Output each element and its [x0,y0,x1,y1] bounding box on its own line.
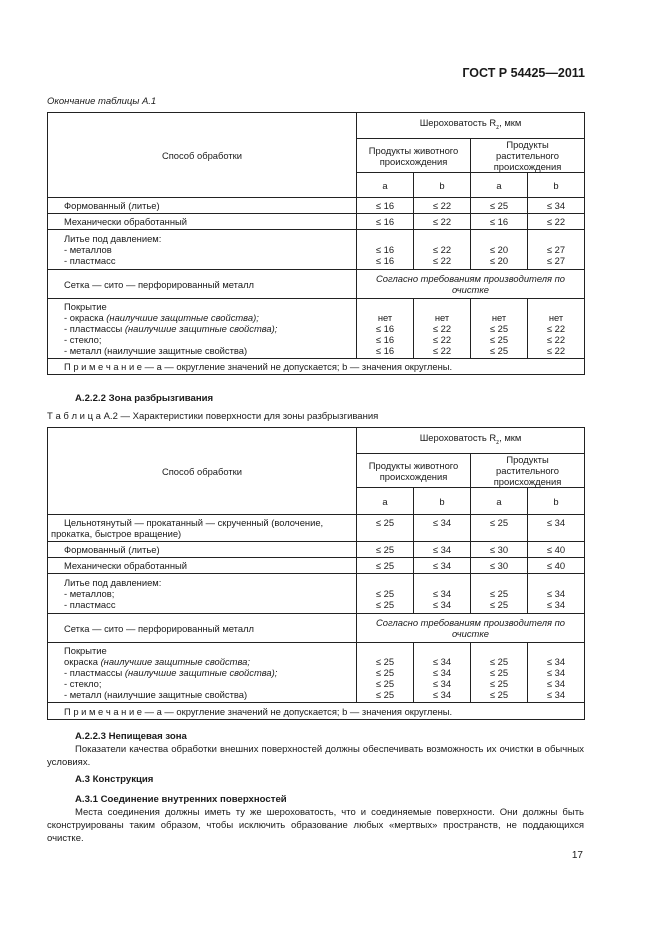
table2-sub-b2: b [528,488,585,515]
paragraph-a31: Места соединения должны иметь ту же шероховатость, что и соединяемые поверхности. Они должны быть сконструированы таким образом, чтобы исключить образование любых «мертвых» пространств, не поддающихся очистке. [47,807,584,844]
section-a222-heading: А.2.2.2 Зона разбрызгивания [75,393,214,404]
table2-note: П р и м е ч а н и е — a — округление значений не допускается; b — значения округлены. [48,703,585,720]
section-a223-heading: А.2.2.3 Непищевая зона [75,731,187,742]
table-row: Механически обработанный ≤ 16 ≤ 22 ≤ 16 ≤ 22 [48,214,585,230]
table1-col-roughness: Шероховатость $R_z$, мкм [357,113,585,139]
table2-caption: Т а б л и ц а А.2 — Характеристики поверхности для зоны разбрызгивания [47,411,379,422]
table2-sub-a2: a [471,488,528,515]
document-code: ГОСТ Р 54425—2011 [462,66,585,80]
table1-sub-a1: a [357,173,414,198]
table-row: Покрытие - окраска (наилучшие защитные свойства); - пластмассы (наилучшие защитные свойства); - стекло; - металл (наилучшие защитные свойства) нет ≤ 16 ≤ 16 ≤ 16 нет ≤ 22 ≤ 22 ≤ 22 нет ≤ 25 ≤ 25 ≤ 25 нет ≤ 22 ≤ 22 ≤ 22 [48,299,585,359]
table1-note: П р и м е ч а н и е — a — округление значений не допускается; b — значения округлены. [48,359,585,375]
section-a3-heading: А.3 Конструкция [75,774,154,785]
table-row: Сетка — сито — перфорированный металл Согласно требованиям производителя по очистке [48,270,585,299]
table1-caption: Окончание таблицы А.1 [47,96,157,107]
table2-sub-a1: a [357,488,414,515]
table1-col-plant: Продукты растительного происхождения [471,139,585,173]
table-row: Цельнотянутый — прокатанный — скрученный (волочение, прокатка, быстрое вращение) ≤ 25 ≤ 34 ≤ 25 ≤ 34 [48,515,585,542]
table1 [47,112,585,375]
table2-col-roughness: Шероховатость $R_z$, мкм [357,428,585,454]
page-number: 17 [571,850,583,861]
table2-col-method: Способ обработки [48,428,357,515]
table2-col-plant: Продукты растительного происхождения [471,454,585,488]
table2 [47,427,585,720]
paragraph-a223: Показатели качества обработки внешних поверхностей должны обеспечивать возможность их очистки в обычных условиях. [47,744,584,768]
table2-sub-b1: b [414,488,471,515]
table-row: Механически обработанный ≤ 25 ≤ 34 ≤ 30 ≤ 40 [48,558,585,574]
table-row: Формованный (литье) ≤ 16 ≤ 22 ≤ 25 ≤ 34 [48,198,585,214]
table-row: Литье под давлением: - металлов - пластмасс ≤ 16 ≤ 16 ≤ 22 ≤ 22 ≤ 20 ≤ 20 ≤ 27 ≤ 27 [48,230,585,270]
table-row: Сетка — сито — перфорированный металл Согласно требованиям производителя по очистке [48,614,585,643]
table1-col-method: Способ обработки [48,113,357,198]
table2-col-animal: Продукты животного происхождения [357,454,471,488]
section-a31-heading: А.3.1 Соединение внутренних поверхностей [75,794,287,805]
table-row: Покрытие окраска (наилучшие защитные свойства; - пластмассы (наилучшие защитные свойства); - стекло; - металл (наилучшие защитные свойства) ≤ 25 ≤ 25 ≤ 25 ≤ 25 ≤ 34 ≤ 34 ≤ 34 ≤ 34 ≤ 25 ≤ 25 ≤ 25 ≤ 25 ≤ 34 ≤ 34 ≤ 34 ≤ 34 [48,643,585,703]
table-row: Литье под давлением: - металлов; - пластмасс ≤ 25 ≤ 25 ≤ 34 ≤ 34 ≤ 25 ≤ 25 ≤ 34 ≤ 34 [48,574,585,614]
table-row: Формованный (литье) ≤ 25 ≤ 34 ≤ 30 ≤ 40 [48,542,585,558]
table1-col-animal: Продукты животного происхождения [357,139,471,173]
table1-sub-a2: a [471,173,528,198]
table1-sub-b2: b [528,173,585,198]
table1-sub-b1: b [414,173,471,198]
